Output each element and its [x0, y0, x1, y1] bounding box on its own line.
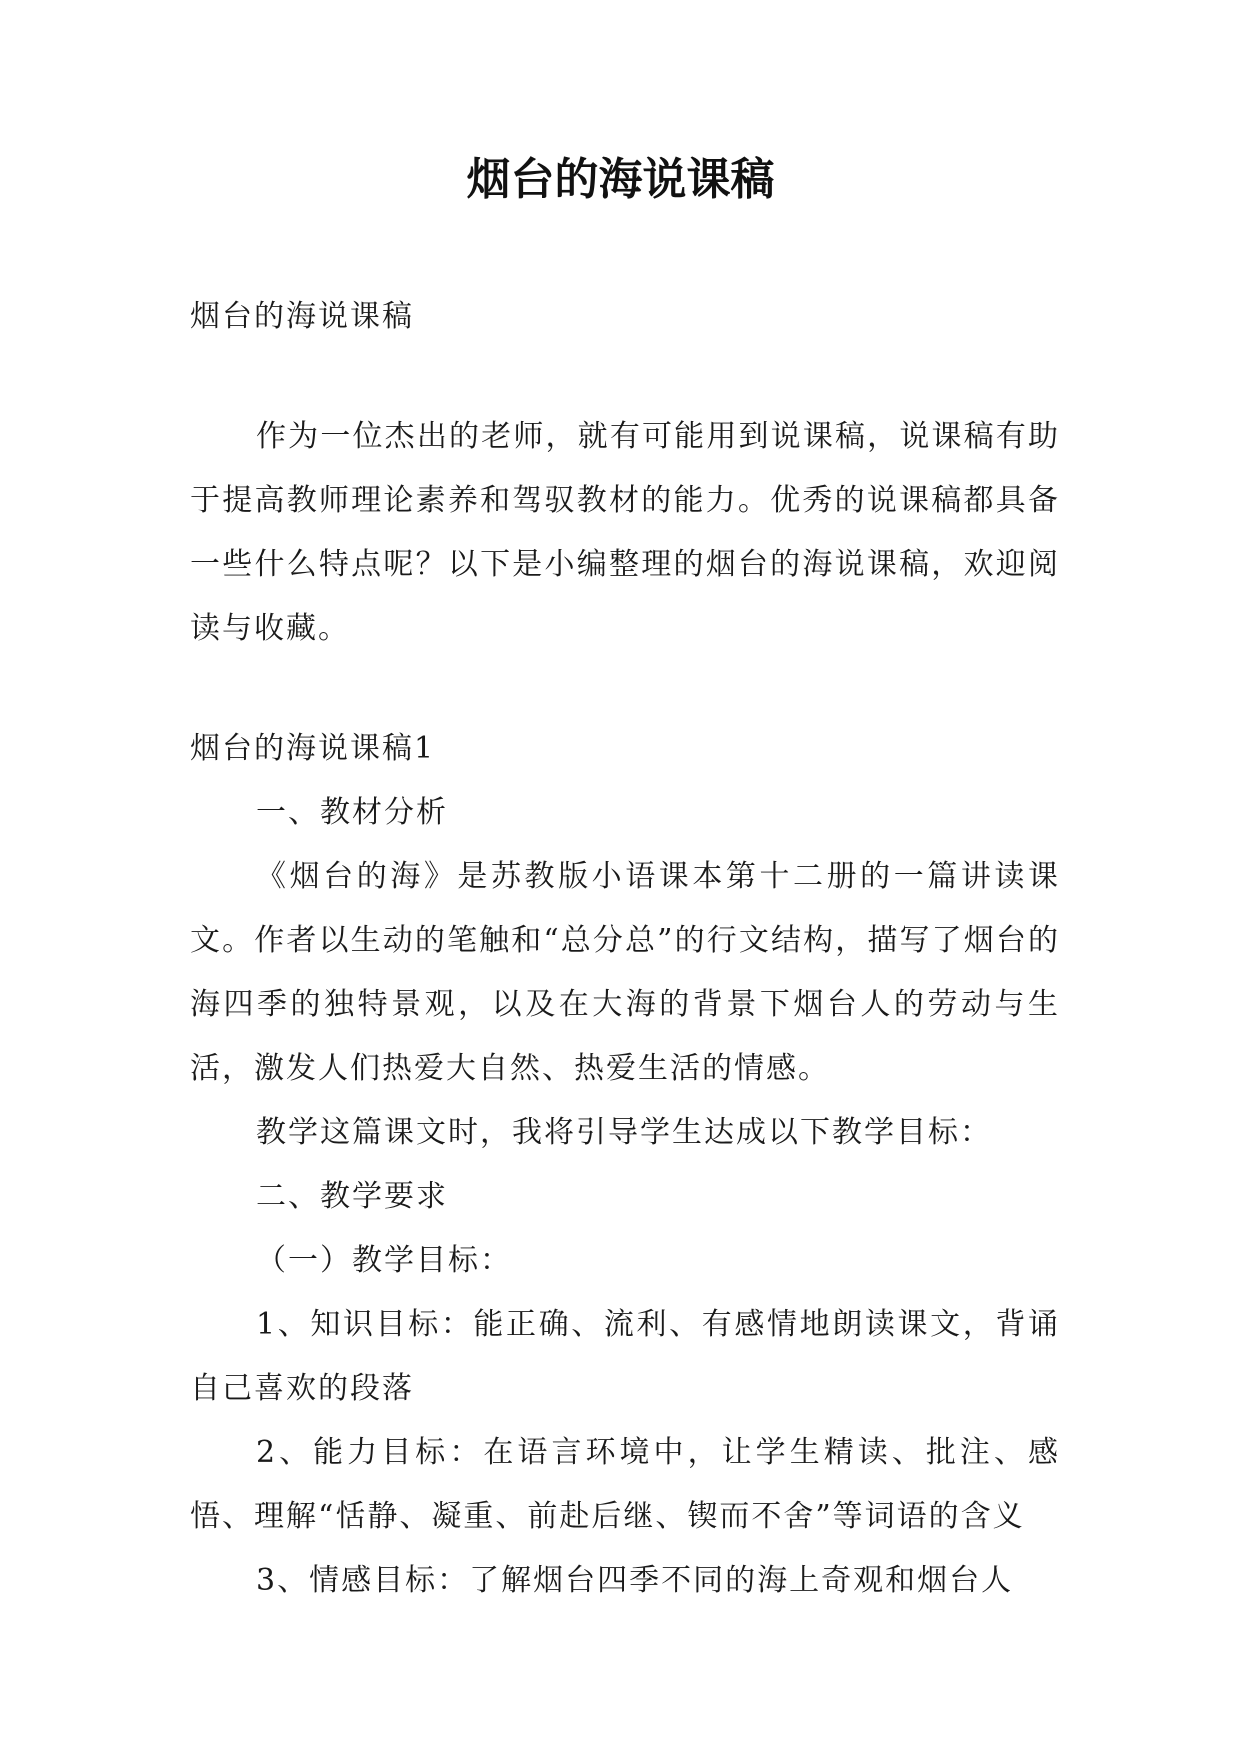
- body-paragraph: 《烟台的海》是苏教版小语课本第十二册的一篇讲读课文。作者以生动的笔触和“总分总”的行文结构，描写了烟台的海四季的独特景观，以及在大海的背景下烟台人的劳动与生活，激发人们热爱大自然、热爱生活的情感。: [190, 859, 1060, 1086]
- list-item-ability-goal: 2、能力目标：在语言环境中，让学生精读、批注、感悟、理解“恬静、凝重、前赴后继、锲而不舍”等词语的含义: [190, 1435, 1060, 1534]
- list-item-knowledge-goal: 1、知识目标：能正确、流利、有感情地朗读课文，背诵自己喜欢的段落: [190, 1307, 1060, 1406]
- subheading-textbook-analysis: 一、教材分析: [256, 795, 448, 830]
- document-title: 烟台的海说课稿: [466, 154, 775, 205]
- subheading-teaching-requirements: 二、教学要求: [256, 1179, 448, 1214]
- document-body: [190, 285, 1060, 1613]
- section-heading: 烟台的海说课稿1: [190, 731, 436, 766]
- body-paragraph: 教学这篇课文时，我将引导学生达成以下教学目标：: [256, 1115, 992, 1150]
- intro-paragraph: 作为一位杰出的老师，就有可能用到说课稿，说课稿有助于提高教师理论素养和驾驭教材的能力。优秀的说课稿都具备一些什么特点呢？以下是小编整理的烟台的海说课稿，欢迎阅读与收藏。: [190, 419, 1060, 646]
- list-item-emotion-goal: 3、情感目标：了解烟台四季不同的海上奇观和烟台人: [256, 1563, 1014, 1598]
- subheading-teaching-goals: （一）教学目标：: [256, 1243, 512, 1278]
- subtitle-paragraph: 烟台的海说课稿: [190, 299, 414, 334]
